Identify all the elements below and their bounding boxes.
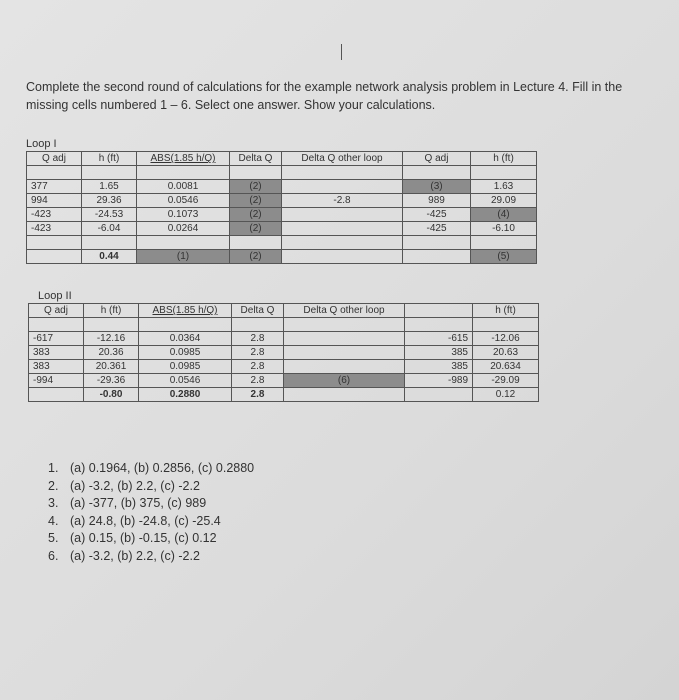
- loop2-r4-dq-other: (6): [284, 374, 405, 388]
- loop1-r2-qadj2: 989: [403, 194, 471, 208]
- loop2-header-h2: h (ft): [473, 304, 539, 318]
- loop2-r4-abs: 0.0546: [139, 374, 232, 388]
- loop1-header-dq: Delta Q: [230, 152, 282, 166]
- loop1-row: [27, 222, 537, 236]
- loop2-total-qadj2: [405, 388, 473, 402]
- answer-number: 5.: [48, 531, 59, 545]
- loop1-r1-h2: 1.63: [471, 180, 537, 194]
- loop1-r3-dq: (2): [230, 208, 282, 222]
- answer-number: 6.: [48, 548, 59, 563]
- loop2-header-h: h (ft): [84, 304, 139, 318]
- loop2-total-dq: 2.8: [232, 388, 284, 402]
- loop1-r3-h2: (4): [471, 208, 537, 222]
- loop1-r4-dq-other: [282, 222, 403, 236]
- loop1-r2-h: 29.36: [82, 194, 137, 208]
- loop2-header-dq: Delta Q: [232, 304, 284, 318]
- loop2-header-row: [29, 304, 539, 318]
- loop1-header-dq-other-text: Delta Q other loop: [301, 153, 383, 164]
- loop1-r1-qadj: 377: [27, 180, 82, 194]
- loop1-r2-dq: (2): [230, 194, 282, 208]
- loop1-header-h2: h (ft): [471, 152, 537, 166]
- loop2-r2-qadj2: 385: [405, 346, 473, 360]
- loop2-r3-qadj2: 385: [405, 360, 473, 374]
- loop2-r1-dq: 2.8: [232, 332, 284, 346]
- loop2-r1-qadj: -617: [29, 332, 84, 346]
- loop2-total-qadj: [29, 388, 84, 402]
- loop1-r3-qadj: -423: [27, 208, 82, 222]
- answer-item: [48, 460, 254, 478]
- answer-number: 4.: [48, 513, 59, 528]
- loop1-r1-h: 1.65: [82, 180, 137, 194]
- loop2-r4-qadj: -994: [29, 374, 84, 388]
- loop2-total-abs: 0.2880: [139, 388, 232, 402]
- answer-text: (a) 0.15, (b) -0.15, (c) 0.12: [70, 531, 217, 545]
- loop1-r4-h: -6.04: [82, 222, 137, 236]
- loop1-r3-h: -24.53: [82, 208, 137, 222]
- loop1-total-dq: (2): [230, 250, 282, 264]
- answer-text: (a) -3.2, (b) 2.2, (c) -2.2: [70, 548, 200, 563]
- loop1-r1-qadj2: (3): [403, 180, 471, 194]
- loop1-total-dq-other: [282, 250, 403, 264]
- loop1-header-h: h (ft): [82, 152, 137, 166]
- loop1-table: [26, 151, 537, 264]
- loop2-row: [29, 332, 539, 346]
- loop2-r1-abs: 0.0364: [139, 332, 232, 346]
- loop2-header-qadj2-blank: [405, 304, 473, 318]
- instructions-text: Complete the second round of calculations for the example network analysis problem in Lecture 4. Fill in the missing cells numbered 1 – 6. Select one answer. Show your calculations.: [26, 80, 623, 112]
- loop1-r2-dq-other: -2.8: [282, 194, 403, 208]
- loop2-row: [29, 360, 539, 374]
- loop2-r2-qadj: 383: [29, 346, 84, 360]
- loop2-r3-qadj: 383: [29, 360, 84, 374]
- loop1-header-dq-other: [282, 152, 403, 166]
- loop1-r4-h2: -6.10: [471, 222, 537, 236]
- answer-text: (a) 0.1964, (b) 0.2856, (c) 0.2880: [70, 461, 255, 475]
- loop1-r4-abs: 0.0264: [137, 222, 230, 236]
- loop1-r1-abs: 0.0081: [137, 180, 230, 194]
- loop2-r1-dq-other: [284, 332, 405, 346]
- loop2-total-h2: 0.12: [473, 388, 539, 402]
- answer-number: 3.: [48, 496, 59, 510]
- text-cursor: [341, 44, 342, 60]
- loop2-r2-dq-other: [284, 346, 405, 360]
- loop2-label: Loop II: [38, 290, 72, 302]
- answer-number: 2.: [48, 478, 59, 493]
- loop1-total-abs: (1): [137, 250, 230, 264]
- loop1-r2-qadj: 994: [27, 194, 82, 208]
- loop1-total-qadj: [27, 250, 82, 264]
- loop1-header-qadj: Q adj: [27, 152, 82, 166]
- loop2-r4-dq: 2.8: [232, 374, 284, 388]
- loop1-totals-row: [27, 250, 537, 264]
- loop1-row: [27, 208, 537, 222]
- loop1-r4-dq: (2): [230, 222, 282, 236]
- loop2-r2-abs: 0.0985: [139, 346, 232, 360]
- loop2-r4-qadj2: -989: [405, 374, 473, 388]
- loop2-totals-row: [29, 388, 539, 402]
- loop2-total-dq-other: [284, 388, 405, 402]
- loop1-total-h2: (5): [471, 250, 537, 264]
- answer-list: [48, 460, 254, 565]
- loop1-r1-dq-other: [282, 180, 403, 194]
- loop2-r1-qadj2: -615: [405, 332, 473, 346]
- answer-item: [48, 513, 254, 531]
- answer-item: [48, 495, 254, 513]
- loop1-r3-qadj2: -425: [403, 208, 471, 222]
- answer-text: (a) 24.8, (b) -24.8, (c) -25.4: [70, 513, 221, 528]
- loop1-header-qadj2: Q adj: [403, 152, 471, 166]
- loop2-r2-dq: 2.8: [232, 346, 284, 360]
- loop1-row: [27, 194, 537, 208]
- loop2-r3-abs: 0.0985: [139, 360, 232, 374]
- loop2-header-abs: ABS(1.85 h/Q): [139, 304, 232, 318]
- loop1-r2-abs: 0.0546: [137, 194, 230, 208]
- loop2-r4-h: -29.36: [84, 374, 139, 388]
- loop2-r4-h2: -29.09: [473, 374, 539, 388]
- answer-item: [48, 478, 254, 496]
- loop2-r3-h2: 20.634: [473, 360, 539, 374]
- answer-text: (a) -3.2, (b) 2.2, (c) -2.2: [70, 478, 200, 493]
- loop2-row: [29, 374, 539, 388]
- loop2-table: [28, 303, 539, 402]
- loop1-r4-qadj2: -425: [403, 222, 471, 236]
- loop2-row: [29, 346, 539, 360]
- loop1-r3-dq-other: [282, 208, 403, 222]
- loop1-r2-h2: 29.09: [471, 194, 537, 208]
- loop2-header-qadj: Q adj: [29, 304, 84, 318]
- loop1-r1-dq: (2): [230, 180, 282, 194]
- loop1-r3-abs: 0.1073: [137, 208, 230, 222]
- loop2-total-h: -0.80: [84, 388, 139, 402]
- loop1-total-h: 0.44: [82, 250, 137, 264]
- loop2-r1-h2: -12.06: [473, 332, 539, 346]
- answer-item: [48, 548, 254, 566]
- answer-text: (a) -377, (b) 375, (c) 989: [70, 496, 207, 510]
- loop2-r3-dq-other: [284, 360, 405, 374]
- loop2-r3-dq: 2.8: [232, 360, 284, 374]
- loop1-r4-qadj: -423: [27, 222, 82, 236]
- loop2-r1-h: -12.16: [84, 332, 139, 346]
- loop2-header-dq-other: Delta Q other loop: [284, 304, 405, 318]
- loop2-r2-h2: 20.63: [473, 346, 539, 360]
- answer-item: [48, 530, 254, 548]
- loop1-header-row: [27, 152, 537, 166]
- loop1-label: Loop I: [26, 138, 57, 150]
- loop1-total-qadj2: [403, 250, 471, 264]
- loop2-r2-h: 20.36: [84, 346, 139, 360]
- loop2-r3-h: 20.361: [84, 360, 139, 374]
- loop1-row: [27, 180, 537, 194]
- loop1-header-abs: ABS(1.85 h/Q): [137, 152, 230, 166]
- answer-number: 1.: [48, 461, 59, 475]
